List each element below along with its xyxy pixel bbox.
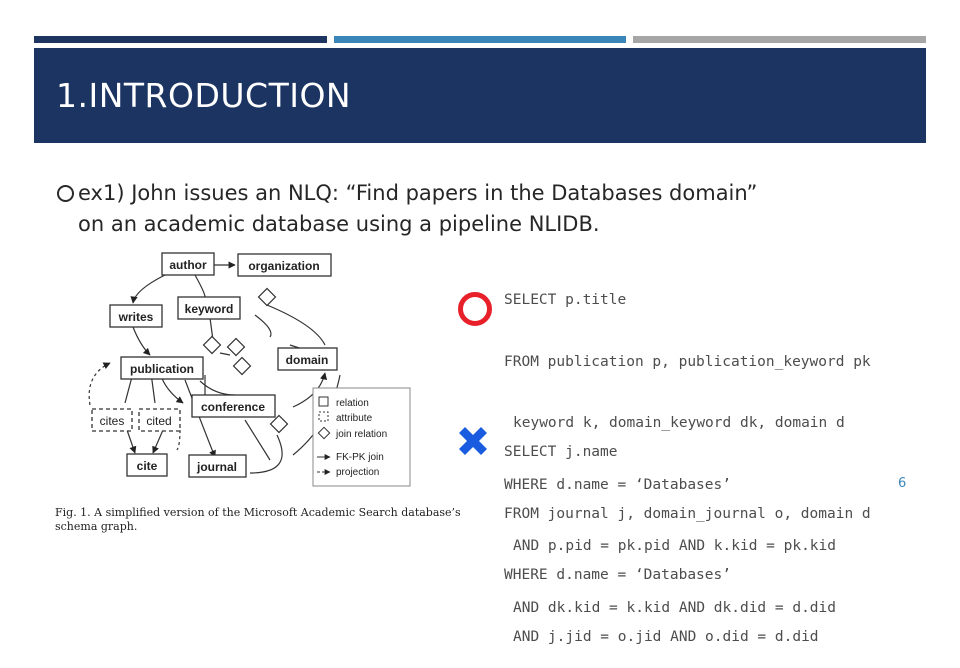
node-publication: publication — [130, 362, 194, 376]
accent-bar-dark — [34, 36, 327, 43]
sql-line: FROM publication p, publication_keyword pk — [504, 353, 871, 370]
sql-line: WHERE d.name = ‘Databases’ — [504, 476, 731, 493]
figure-caption: Fig. 1. A simplified version of the Microsoft Academic Search database’s schema graph. — [55, 506, 461, 533]
sql-line: SELECT p.title — [504, 292, 627, 308]
join-diamond-1 — [259, 289, 276, 306]
node-author: author — [169, 258, 207, 272]
legend — [313, 388, 410, 486]
node-cites: cites — [99, 414, 125, 428]
legend-attribute-icon — [319, 412, 328, 421]
edge-author-attr — [195, 275, 205, 297]
accent-bar-gray — [633, 36, 926, 43]
accent-bar-blue — [334, 36, 626, 43]
node-writes: writes — [118, 310, 154, 324]
edge-join-publication — [220, 353, 230, 355]
sql-line: WHERE d.name = ‘Databases’ — [504, 567, 731, 583]
page-number: 6 — [898, 476, 907, 491]
edge-cites-cite — [127, 430, 135, 453]
legend-projection: projection — [336, 467, 380, 478]
edge-projection-cited — [177, 430, 180, 450]
legend-relation-icon — [319, 397, 328, 406]
legend-join-relation: join relation — [336, 429, 388, 440]
edge-publication-journal — [185, 380, 215, 457]
edge-cited-cite — [153, 430, 163, 453]
sql-query-incorrect — [504, 401, 871, 668]
hollow-circle-bullet-icon — [57, 185, 74, 202]
node-cited: cited — [146, 414, 172, 428]
edge-conference-journal — [245, 420, 270, 460]
node-organization: organization — [248, 259, 320, 273]
node-journal: journal — [196, 460, 238, 474]
incorrect-x-icon — [455, 423, 491, 459]
bullet-text-line1: ex1) John issues an NLQ: “Find papers in the Databases domain” — [78, 181, 758, 205]
legend-attribute: attribute — [336, 413, 373, 424]
node-domain: domain — [285, 353, 329, 367]
sql-line: AND dk.kid = k.kid AND dk.did = d.did — [513, 599, 837, 616]
join-diamond-5 — [271, 416, 288, 433]
join-diamond-3 — [228, 339, 245, 356]
edge-author-writes — [133, 275, 165, 303]
edge-writes-publication — [133, 327, 150, 355]
bullet-text-line2: on an academic database using a pipeline NLIDB. — [78, 212, 600, 236]
edge-keyword-join2 — [255, 315, 271, 337]
sql-line: AND j.jid = o.jid AND o.did = d.did — [513, 628, 819, 645]
schema-graph-figure — [55, 245, 415, 485]
node-conference: conference — [200, 400, 266, 414]
slide-title: 1.INTRODUCTION — [56, 76, 352, 115]
sql-line: FROM journal j, domain_journal o, domain d — [504, 505, 871, 522]
legend-fk-pk: FK-PK join — [336, 452, 384, 463]
sql-line: SELECT j.name — [504, 444, 618, 460]
edge-projection-cites — [89, 363, 110, 405]
edge-keyword-domain-curve — [267, 305, 325, 345]
sql-line: keyword k, domain_keyword dk, domain d — [513, 415, 845, 431]
join-diamond-4 — [234, 358, 251, 375]
schema-graph — [55, 245, 415, 485]
node-keyword: keyword — [184, 302, 234, 316]
sql-line: AND p.pid = pk.pid AND k.kid = pk.kid — [513, 538, 837, 554]
legend-relation: relation — [336, 398, 369, 409]
bullet-item — [57, 178, 917, 240]
join-diamond-2 — [204, 337, 221, 354]
node-cite: cite — [136, 459, 158, 473]
title-band — [34, 48, 926, 143]
correct-circle-icon — [458, 292, 492, 326]
